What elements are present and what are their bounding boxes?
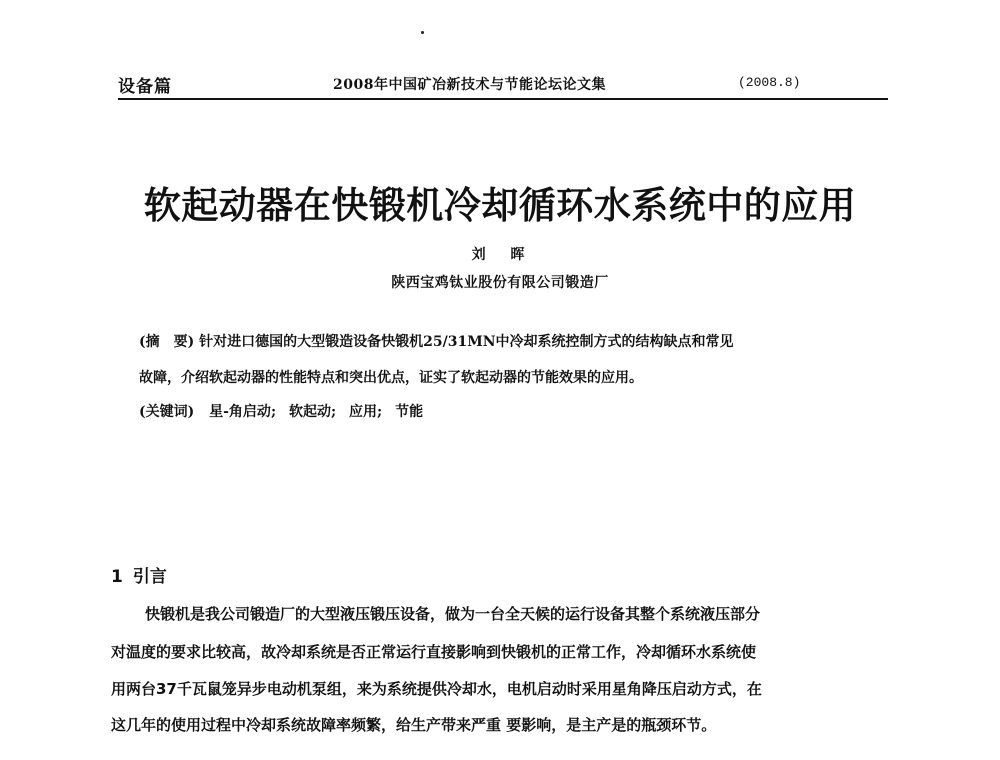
keyword: 软起动 xyxy=(288,404,331,420)
section-number: 1 xyxy=(111,567,123,587)
scan-speck xyxy=(421,31,424,34)
keyword: 星-角启动 xyxy=(209,404,271,420)
keywords: (关键词) 星-角启动; 软起动; 应用; 节能 xyxy=(139,404,424,420)
section-heading xyxy=(111,562,167,587)
affiliation: 陕西宝鸡钛业股份有限公司锻造厂 xyxy=(391,275,609,291)
author: 刘 晖 xyxy=(471,247,535,263)
running-header xyxy=(118,72,888,98)
keyword: 节能 xyxy=(395,404,424,420)
paragraph-line: 这几年的使用过程中冷却系统故障率频繁，给生产带来严重 要影响，是主产是的瓶颈环节。 xyxy=(111,716,717,734)
journal-title: 2008年中国矿冶新技术与节能论坛论文集 xyxy=(333,77,606,93)
keywords-label: (关键词) xyxy=(139,404,195,420)
abstract xyxy=(139,330,879,354)
header-rule xyxy=(118,98,888,100)
paragraph-line: 对温度的要求比较高，故冷却系统是否正常运行直接影响到快锻机的正常工作，冷却循环水系统使 xyxy=(111,643,757,661)
section-title: 引言 xyxy=(132,567,167,587)
paragraph-line: 用两台37千瓦鼠笼异步电动机泵组，来为系统提供冷却水，电机启动时采用星角降压启动方式，在 xyxy=(111,680,762,698)
keyword: 应用 xyxy=(349,404,378,420)
paragraph-line: 快锻机是我公司锻造厂的大型液压锻压设备，做为一台全天候的运行设备其整个系统液压部分 xyxy=(145,605,761,623)
journal-date: (2008.8) xyxy=(738,75,801,90)
paper-title: 软起动器在快锻机冷却循环水系统中的应用 xyxy=(143,183,857,227)
abstract-line-2: 故障，介绍软起动器的性能特点和突出优点，证实了软起动器的节能效果的应用。 xyxy=(139,370,643,386)
section-label: 设备篇 xyxy=(118,77,172,97)
abstract-line-1: 针对进口德国的大型锻造设备快锻机25/31MN中冷却系统控制方式的结构缺点和常见 xyxy=(199,334,734,350)
abstract-label: (摘 要) xyxy=(139,334,195,350)
